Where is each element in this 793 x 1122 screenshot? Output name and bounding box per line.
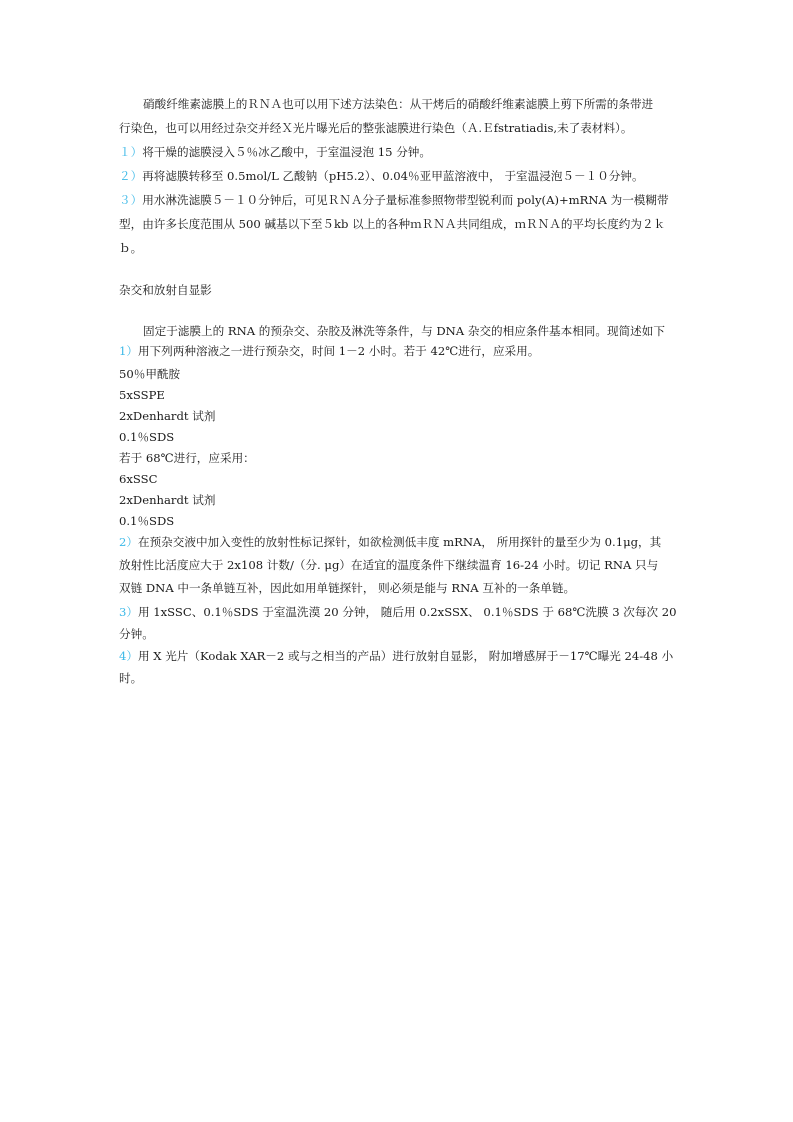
list-item: 0.1％SDS	[119, 514, 175, 528]
step-number: 3）	[119, 605, 138, 619]
step-3-continuation: 型，由许多长度范围从 500 碱基以下至５kb 以上的各种ｍＲＮＡ共同组成，ｍＲＮＡ的平均长度约为２ｋ	[119, 217, 666, 231]
step-text: 用 1xSSC、0.1％SDS 于室温洗漠 20 分钟， 随后用 0.2xSSX、 0.1％SDS 于 68℃洗膜 3 次每次 20	[137, 605, 677, 619]
list-item: 0.1％SDS	[119, 430, 175, 444]
list-item: 5xSSPE	[119, 388, 165, 402]
step-number: 1）	[119, 344, 138, 358]
list-item: 6xSSC	[119, 472, 158, 486]
list-item: 2xDenhardt 试剂	[119, 409, 216, 423]
step-2-line	[119, 534, 661, 550]
step-text: 用 X 光片（Kodak XAR－2 或与之相当的产品）进行放射自显影， 附加增感屏于－17℃曝光 24-48 小	[137, 649, 674, 663]
step-3-continuation: ｂ。	[119, 241, 143, 255]
step-4-line	[119, 648, 673, 664]
step-text: 用下列两种溶液之一进行预杂交，时间 1－2 小时。若于 42℃进行，应采用。	[137, 344, 540, 358]
step-1-line	[119, 144, 431, 160]
step-4-continuation: 时。	[119, 671, 143, 685]
paragraph-intro-line-2: 行染色，也可以用经过杂交并经Ｘ光片曝光后的整张滤膜进行染色（Ａ.Ｅfstratiadis,未了表材料）。	[119, 121, 633, 135]
paragraph-intro-line-1: 硝酸纤维素滤膜上的ＲＮＡ也可以用下述方法染色：从干烤后的硝酸纤维素滤膜上剪下所需的条带进	[143, 97, 654, 111]
step-3-continuation: 分钟。	[119, 627, 154, 641]
step-number: 2）	[119, 535, 138, 549]
section-heading: 杂交和放射自显影	[119, 283, 212, 297]
step-number: １）	[119, 145, 143, 159]
step-3-line	[119, 192, 669, 208]
step-text: 在预杂交液中加入变性的放射性标记探针，如欲检测低丰度 mRNA， 所用探针的量至少为 0.1μg，其	[137, 535, 662, 549]
list-item: 50％甲酰胺	[119, 367, 181, 381]
step-number: ３）	[119, 193, 143, 207]
step-text: 再将滤膜转移至 0.5mol/L 乙酸钠（pH5.2）、0.04％亚甲蓝溶液中， 于室温浸泡５－１０分钟。	[142, 169, 644, 183]
step-text: 用水淋洗滤膜５－１０分钟后，可见ＲＮＡ分子量标准参照物带型锐利而 poly(A)+mRNA 为一模糊带	[142, 193, 669, 207]
list-item: 2xDenhardt 试剂	[119, 493, 216, 507]
step-number: 4）	[119, 649, 138, 663]
section-intro: 固定于滤膜上的 RNA 的预杂交、杂胶及淋洗等条件，与 DNA 杂交的相应条件基本相同。现简述如下	[143, 324, 665, 338]
step-1-line	[119, 343, 539, 359]
step-2-continuation: 双链 DNA 中一条单链互补，因此如用单链探针， 则必须是能与 RNA 互补的一条单链。	[119, 581, 576, 595]
alt-condition: 若于 68℃进行，应采用：	[119, 451, 255, 465]
step-2-continuation: 放射性比活度应大于 2x108 计数/（分. μg）在适宜的温度条件下继续温育 16-24 小时。切记 RNA 只与	[119, 558, 659, 572]
step-text: 将干燥的滤膜浸入５％冰乙酸中，于室温浸泡 15 分钟。	[142, 145, 431, 159]
step-2-line	[119, 168, 644, 184]
step-number: ２）	[119, 169, 143, 183]
step-3-line	[119, 604, 677, 620]
